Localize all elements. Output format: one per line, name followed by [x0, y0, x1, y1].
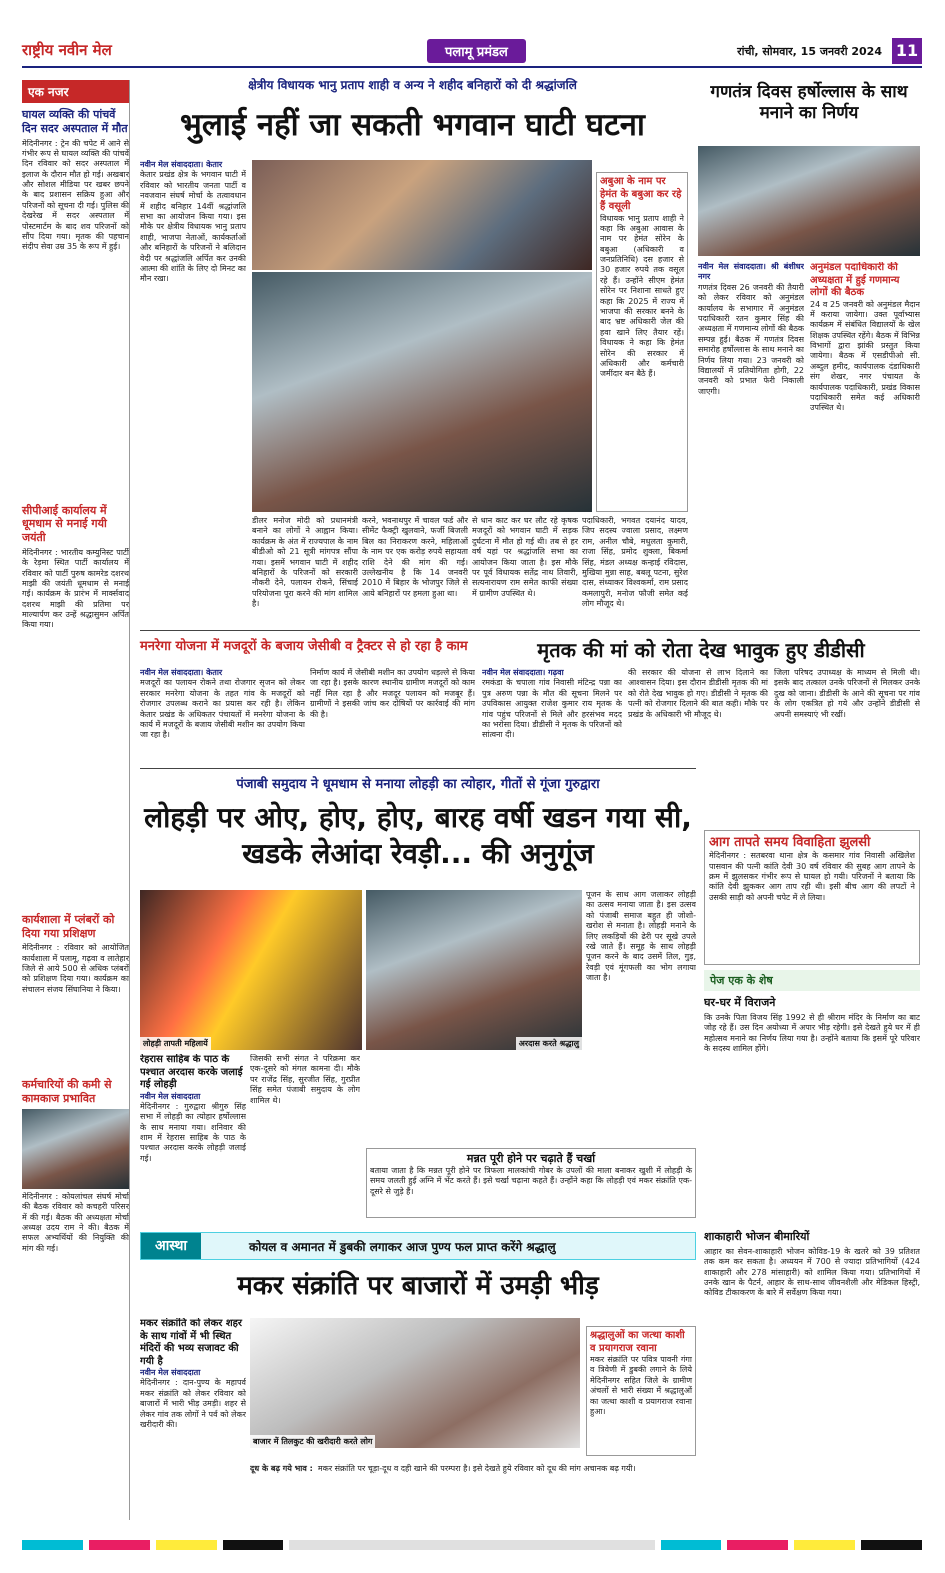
section-tag: पलामू प्रमंडल [427, 39, 526, 63]
yellow-swatch [794, 1540, 855, 1550]
kashi-head: श्रद्धालुओं का जत्था काशी व प्रयागराज रवाना [590, 1330, 685, 1354]
lohri-bonfire-photo [140, 890, 362, 1050]
dc-body-2: की सरकार की योजना से लाभ दिलाने का आश्वासन दिया। इस दौरान डीडीसी मृतक की मां को रोते देख भावुक हो गए। डीडीसी ने मृतक की पत्नी को रोजगार दिलाने की बात कही। मौके पर प्रखंड के अधिकारी भी मौजूद थे। [628, 668, 768, 719]
lohri-body-3: पूजन के साथ आग जलाकर लोहड़ी का उत्सव मनाया जाता है। इस उत्सव को पंजाबी समाज बहुत ही जोशो-खरोश से मनाता है। लोहड़ी मनाने के लिए लकड़ियों की ढेरी पर सूखे उपले रखे जाते हैं। समूह के साथ लोहड़ी पूजन करने के बाद उसमें तिल, गुड़, रेवड़ी एवं मूंगफली का भोग लगाया जाता है। [586, 890, 696, 983]
left-story-2-body: मेदिनीनगर : भारतीय कम्युनिस्ट पार्टी के रेड़मा स्थित पार्टी कार्यालय में रविवार को पार्टी पुरुष कामरेड दशरथ माझी की जयंती धूमधाम से मनाई गई। कार्यक्रम के प्रारंभ में मार्क्सवाद दशरथ माझी की प्रतिमा पर माल्यार्पण कर उन्हें श्रद्धासुमन अर्पित किया गया। [22, 547, 129, 630]
mgnrega-body-2: निर्माण कार्य में जेसीबी मशीन का उपयोग धड़ल्ले से किया जा रहा है। इसके कारण स्थानीय ग्रामीण मजदूरों को काम नहीं मिल रहा है और मजदूर पलायन को मजबूर हैं। ग्रामीणों ने इसकी जांच कर दोषियों पर कार्रवाई की मांग की है। [310, 668, 475, 719]
left-column [22, 80, 130, 1520]
top-body-1: केतार प्रखंड क्षेत्र के भगवान घाटी में रविवार को भारतीय जनता पार्टी व नवजवान संघर्ष मोर्चा के तत्वावधान में शहीद बनिहार 14वीं श्रद्धांजलि सभा का आयोजन किया गया। इस मौके पर क्षेत्रीय विधायक भानु प्रताप शाही, भाजपा नेताओं, कार्यकर्ताओं और बनिहारों के परिजनों ने बलिदान वेदी पर श्रद्धांजलि अर्पित कर उनकी आत्मा की शांति के लिए दो मिनट का मौन रखा। [140, 170, 246, 284]
lohri-kicker: पंजाबी समुदाय ने धूमधाम से मनाया लोहड़ी का त्योहार, गीतों से गूंजा गुरुद्वारा [236, 777, 600, 792]
astha-strip [140, 1232, 696, 1260]
fire-head: आग तापते समय विवाहिता झुलसी [709, 835, 871, 850]
vasooli-box-body: विधायक भानु प्रताप शाही ने कहा कि अबुआ आवास के नाम पर हेमंत सोरेन के बबुआ (अधिकारी व जनप्रतिनिधि) दस हजार से 30 हजार रुपये तक वसूल रहे हैं। उन्होंने सीएम हेमंत सोरेन पर निशाना साधते हुए कहा कि 2025 में राज्य में भाजपा की सरकार बनने के बाद भ्रष्ट अधिकारी जेल की हवा खाने लिए तैयार रहें। विधायक ने कहा कि हेमंत सोरेन की सरकार में अधिकारी और कर्मचारी जमींदार बन बैठे हैं। [600, 213, 684, 379]
top-body-2: डीलर मनोज मोदी को प्रधानमंत्री बनाने का लोगों ने आह्वान किया। कार्यक्रम के अंत में राज्यपाल के नाम बीडीओ को 21 सूत्री मांगपत्र सौंपा गया। इसमें भगवान घाटी में शहीद बनिहारों के परिजनों को सरकारी नौकरी देने, पलायन रोकने, सिंचाई परियोजना पूरा करने की मांग शामिल है। [252, 516, 358, 609]
astha-col-1 [140, 1318, 246, 1528]
astha-body: मेदिनीनगर : दान-पुण्य के महापर्व मकर संक्रांति को लेकर रविवार को बाजारों में भारी भीड़ उमड़ी। शहर से लेकर गांव तक लोगों ने पर्व को लेकर खरीदारी की। [140, 1378, 246, 1429]
magenta-swatch [89, 1540, 150, 1550]
mgnrega-byline: नवीन मेल संवाददाता। केतार [140, 668, 223, 677]
republic-byline: नवीन मेल संवाददाता। श्री बंशीधर नगर [698, 262, 804, 282]
lohri-headline: लोहड़ी पर ओए, होए, होए, बारह वर्षी खडन गया सी, खडके लेआंदा रेवड़ी... की अनुगूंज [144, 801, 692, 871]
yellow-swatch [156, 1540, 217, 1550]
mannat-box [366, 1148, 696, 1218]
left-story-1-head: घायल व्यक्ति की पांचवें दिन सदर अस्पताल में मौत [22, 108, 128, 135]
republic-headline: गणतंत्र दिवस हर्षोल्लास के साथ मनाने का निर्णय [710, 82, 908, 124]
continued-banner: पेज एक के शेष [704, 970, 920, 991]
dc-headline: मृतक की मां को रोता देख भावुक हुए डीडीसी [537, 638, 865, 662]
dc-body-1: रमकंडा के चपाला गांव निवासी मंटिन्द्र पन्ना का पुत्र अरुण पन्ना के मौत की सूचना मिलने पर उपविकास आयुक्त राजेश कुमार राय मृतक के गांव पहुंच परिजनों से मिले और हरसंभव मदद का भरोसा दिया। डीडीसी ने मृतक के परिजनों को सांत्वना दी। [482, 678, 622, 740]
grey-band [289, 1540, 654, 1550]
kashi-body: मकर संक्रांति पर पवित्र पावनी गंगा व त्रिवेणी में डुबकी लगाने के लिये मेदिनीनगर सहित जिले के ग्रामीण अंचलों से भारी संख्या में श्रद्धालुओं का जत्था काशी व प्रयागराज रवाना हुआ। [590, 1355, 692, 1416]
lohri-body-1: मेदिनीनगर : गुरुद्वारा श्रीगुरु सिंह सभा में लोहड़ी का त्योहार हर्षोल्लास के साथ मनाया गया। शनिवार की शाम में रेहरास साहिब के पाठ के पश्चात अरदास करके लोहड़ी जलाई गई। [140, 1101, 246, 1163]
continued-body-1: कि उनके पिता विजय सिंह 1992 से ही श्रीराम मंदिर के निर्माण का बाट जोह रहे हैं। उस दिन अयोध्या में अपार भीड़ रहेगी। इसे देखते हुये घर में ही महोत्सव मनाने का निर्णय लिया गया है। उन्होंने बताया कि इसमें पूरे परिवार के सदस्य शामिल होंगे। [704, 1012, 920, 1053]
lohri-photo-caption-2: अरदास करते श्रद्धालु [516, 1037, 582, 1050]
republic-col-1 [698, 262, 804, 632]
masthead [22, 38, 922, 68]
fire-box [704, 830, 920, 965]
republic-side-body: 24 व 25 जनवरी को अनुमंडल मैदान में कराया जायेगा। उक्त पूर्वाभ्यास कार्यक्रम में संबंधित विद्यालयों के खेल शिक्षक उपस्थित रहेंगे। बैठक में विभिन्न विभागों द्वारा झांकी प्रस्तुत किया जायेगा। बैठक में एसडीपीओ सी. अब्दुल हमीद, कार्यपालक दंडाधिकारी संग शेखर, नगर पंचायत के कार्यपालक पदाधिकारी, प्रखंड विकास पदाधिकारी समेत कई अधिकारी उपस्थित थे। [810, 299, 920, 413]
color-registration-bar [22, 1540, 922, 1550]
vasooli-box-head: अबुआ के नाम पर हेमंत के बबुआ कर रहे हैं वसूली [600, 176, 682, 212]
dateline: रांची, सोमवार, 15 जनवरी 2024 [737, 45, 882, 58]
left-story-3-body: मेदिनीनगर : रविवार को आयोजित कार्यशाला में पलामू, गढ़वा व लातेहार जिले से आये 500 से अधिक प्लंबरों को प्रशिक्षण दिया गया। कार्यक्रम का संचालन संजय सिंघानिया ने किया। [22, 943, 129, 994]
divider [140, 630, 920, 631]
crowd-photo [252, 272, 592, 512]
black-swatch [861, 1540, 922, 1550]
divider [140, 768, 696, 769]
mgnrega-col-1 [140, 668, 305, 763]
milk-body: मकर संक्रांति पर चूड़ा-दूध व दही खाने की परम्परा है। इसे देखते हुये रविवार को दूध की मांग अचानक बढ़ गयी। [317, 1464, 636, 1473]
republic-side-head: अनुमंडल पदाधिकारी की अध्यक्षता में हुई गणमान्य लोगों की बैठक [810, 262, 900, 298]
dc-col-1 [482, 668, 622, 763]
top-body-5: पदाधिकारी, भगवत दयानंद यादव, जिप सदस्य ज्वाला प्रसाद, लक्ष्मण राम, अनील चौबे, मधुलता कुमारी, राजा सिंह, प्रमोद शुक्ला, बिकर्मा सिंह, मंडल अध्यक्ष कन्हाई रविदास, मुखिया मुन्ना साह, बबलू पटना, सुरेश दास, संध्याकर विश्वकर्मा, राम प्रसाद कमलापुरी, मनोज फौजी समेत कई लोग मौजूद थे। [582, 516, 688, 609]
top-kicker: क्षेत्रीय विधायक भानु प्रताप शाही व अन्य ने शहीद बनिहारों को दी श्रद्धांजलि [248, 78, 577, 92]
republic-col-2 [810, 262, 920, 632]
republic-body: गणतंत्र दिवस 26 जनवरी की तैयारी को लेकर रविवार को अनुमंडल कार्यालय के सभागार में अनुमंडल पदाधिकारी रतन कुमार सिंह की अध्यक्षता में गणमान्य लोगों की बैठक सम्पन्न हुई। बैठक में गणतंत्र दिवस समारोह हर्षोल्लास के साथ मनाने का निर्णय लिया गया। 23 जनवरी को विद्यालयों में प्रतियोगिता होगी, 22 जनवरी को प्रभात फेरी निकाली जाएगी। [698, 282, 804, 396]
gurudwara-photo [366, 890, 582, 1050]
republic-meeting-photo [698, 146, 920, 256]
lohri-col-1 [140, 1054, 246, 1214]
milk-paragraph [250, 1456, 696, 1526]
astha-byline: नवीन मेल संवाददाता [140, 1368, 201, 1377]
lohri-photo-caption-1: लोहड़ी तापती महिलायें [140, 1037, 211, 1050]
ek-nazar-banner: एक नजर [22, 80, 129, 103]
market-photo [250, 1318, 580, 1448]
continued-body-2: आहार का सेवन-शाकाहारी भोजन कोविड-19 के खतरे को 39 प्रतिशत तक कम कर सकता है। अध्ययन में 700 से ज्यादा प्रतिभागियों (424 शाकाहारी और 278 मांसाहारी) को शामिल किया गया। प्रतिभागियों में उनके खान के पैटर्न, आहार के साथ-साथ जीवनशैली और मेडिकल हिस्ट्री, कोविड टीकाकरण के बारे में सर्वेक्षण किया गया। [704, 1246, 920, 1298]
page-number: 11 [892, 38, 922, 64]
mannat-body: बताया जाता है कि मन्नत पूरी होने पर त्रिफला मालकांची गोबर के उपलों की माला बनाकर खुशी में लोहड़ी के समय जलती हुई अग्नि में भेंट करते हैं। इसे चर्खा चढ़ाना कहते हैं। उन्होंने कहा कि लोहड़ी एवं मकर संक्रांति एक-दूसरे से जुड़े हैं। [370, 1165, 692, 1196]
lohri-byline: नवीन मेल संवाददाता [140, 1091, 201, 1101]
mgnrega-body-1: मजदूरों का पलायन रोकने तथा रोजगार सृजन को लेकर सरकार मनरेगा योजना के तहत गांव के मजदूरों को रोजगार उपलब्ध कराने का प्रयास कर रही है। लेकिन केतार प्रखंड के अधिकतर पंचायतों में मनरेगा योजना के कार्य में मजदूरों के बजाय जेसीबी मशीन का उपयोग किया जा रहा है। [140, 678, 305, 740]
top-byline: नवीन मेल संवाददाता। केतार [140, 160, 223, 169]
left-story-1-body: मेदिनीनगर : ट्रेन की चपेट में आने से गंभीर रूप से घायल व्यक्ति की पांचवें दिन रविवार को सदर अस्पताल में इलाज के दौरान मौत हो गई। अखबार और सोशल मीडिया पर खबर छपने के बाद प्रशासन सक्रिय हुआ और परिजनों को सूचना दी गई। पुलिस की देखरेख में सदर अस्पताल में पोस्टमार्टम के बाद शव परिजनों को सौंप दिया गया। मृतक की पहचान संदीप सेवा उम्र 35 के रूप में हुई। [22, 138, 129, 252]
astha-kicker: कोयल व अमानत में डुबकी लगाकर आज पुण्य फल प्राप्त करेंगे श्रद्धालु [249, 1240, 556, 1254]
cyan-swatch [661, 1540, 722, 1550]
newspaper-brand: राष्ट्रीय नवीन मेल [22, 41, 112, 59]
astha-label: आस्था [141, 1233, 201, 1259]
mgnrega-headline: मनरेगा योजना में मजदूरों के बजाय जेसीबी व ट्रैक्टर से हो रहा है काम [140, 639, 468, 654]
continued-head-1: घर-घर में विराजने [704, 996, 776, 1009]
astha-side-head: मकर संक्रांति को लेकर शहर के साथ गांवों में भी स्थित मंदिरों की भव्य सजावट की गयी है [140, 1318, 243, 1367]
dc-byline: नवीन मेल संवाददाता। गढ़वा [482, 668, 564, 677]
left-story-4-body: मेदिनीनगर : कोयलांचल संघर्ष मोर्चा की बैठक रविवार को कचहरी परिसर में की गई। बैठक की अध्यक्षता मोर्चा अध्यक्ष उदय राम ने की। बैठक में सफल अभ्यर्थियों की नियुक्ति की मांग की गई। [22, 1191, 129, 1253]
astha-photo-caption: बाजार में तिलकुट की खरीदारी करते लोग [250, 1435, 375, 1448]
left-story-3-head: कार्यशाला में प्लंबरों को दिया गया प्रशिक्षण [22, 912, 115, 940]
continued-section-2 [704, 1225, 920, 1525]
ceremony-photo [252, 160, 592, 270]
top-headline: भुलाई नहीं जा सकती भगवान घाटी घटना [180, 107, 645, 143]
astha-headline: मकर संक्रांति पर बाजारों में उमड़ी भीड़ [237, 1271, 599, 1301]
black-swatch [223, 1540, 284, 1550]
meeting-photo [22, 1109, 129, 1189]
magenta-swatch [727, 1540, 788, 1550]
lohri-body-2: जिसकी सभी संगत ने परिक्रमा कर एक-दूसरे को मंगल कामना दी। मौके पर राजेंद्र सिंह, सुरजीत सिंह, गुरप्रीत सिंह समेत पंजाबी समुदाय के लोग शामिल थे। [250, 1054, 360, 1105]
cyan-swatch [22, 1540, 83, 1550]
top-body-4: से धान काट कर घर लौट रहे कृषक मजदूरों को भगवान घाटी में सड़क दुर्घटना में मौत हो गई थी। तब से हर वर्ष यहां पर श्रद्धांजलि सभा का आयोजन किया जाता है। इस मौके पर पूर्व विधायक सतेंद्र नाथ तिवारी, सत्यनारायण राम समेत काफी संख्या में ग्रामीण उपस्थित थे। [472, 516, 578, 598]
kashi-box [586, 1326, 696, 1456]
top-col-1 [140, 160, 246, 510]
top-body-3: करने, भवनाथपुर में चावल फर्ड और सीमेंट फैक्ट्री खुलवाने, फर्जी बिजली बिल का निराकरण करने, महिलाओं के नाम पर एक करोड़ रुपये सहायता राशि देने की मांग की गई। उल्लेखनीय है कि 14 जनवरी 2010 में बिहार के भोजपुर जिले से आये बनिहारों पर हमला हुआ था। [362, 516, 468, 598]
vasooli-box [596, 172, 688, 512]
lohri-sub-head: रेहरास साहिब के पाठ के पश्चात अरदास करके जलाई गई लोहड़ी [140, 1054, 243, 1090]
milk-head: दूध के बढ़ गये भाव : [250, 1464, 313, 1473]
left-story-4-head: कर्मचारियों की कमी से कामकाज प्रभावित [22, 1078, 112, 1105]
fire-body: मेदिनीनगर : सतबरवा थाना क्षेत्र के कसमार गांव निवासी अखिलेश पासवान की पत्नी कांति देवी 30 वर्ष रविवार की सुबह आग तापने के क्रम में झुलसकर गंभीर रूप से घायल हो गयी। परिजनों ने बताया कि कांति देवी झुककर आग ताप रही थी। इसी बीच आग की लपटों ने उसकी साड़ी को अपनी चपेट में ले लिया। [709, 851, 915, 902]
mannat-head: मन्नत पूरी होने पर चढ़ाते हैं चर्खा [466, 1152, 596, 1165]
left-story-2-head: सीपीआई कार्यालय में धूमधाम से मनाई गयी जयंती [22, 503, 107, 544]
continued-section [704, 970, 920, 1220]
dc-body-3: जिला परिषद उपाध्यक्ष के माध्यम से मिली थी। इसके बाद तत्काल उनके परिजनों से मिलकर उनके दुख को जाना। डीडीसी के आने की सूचना पर गांव के लोग एकत्रित हो गये और उन्होंने डीडीसी से अपनी समस्याएं भी रखीं। [774, 668, 920, 719]
continued-head-2: शाकाहारी भोजन बीमारियों [704, 1230, 810, 1243]
